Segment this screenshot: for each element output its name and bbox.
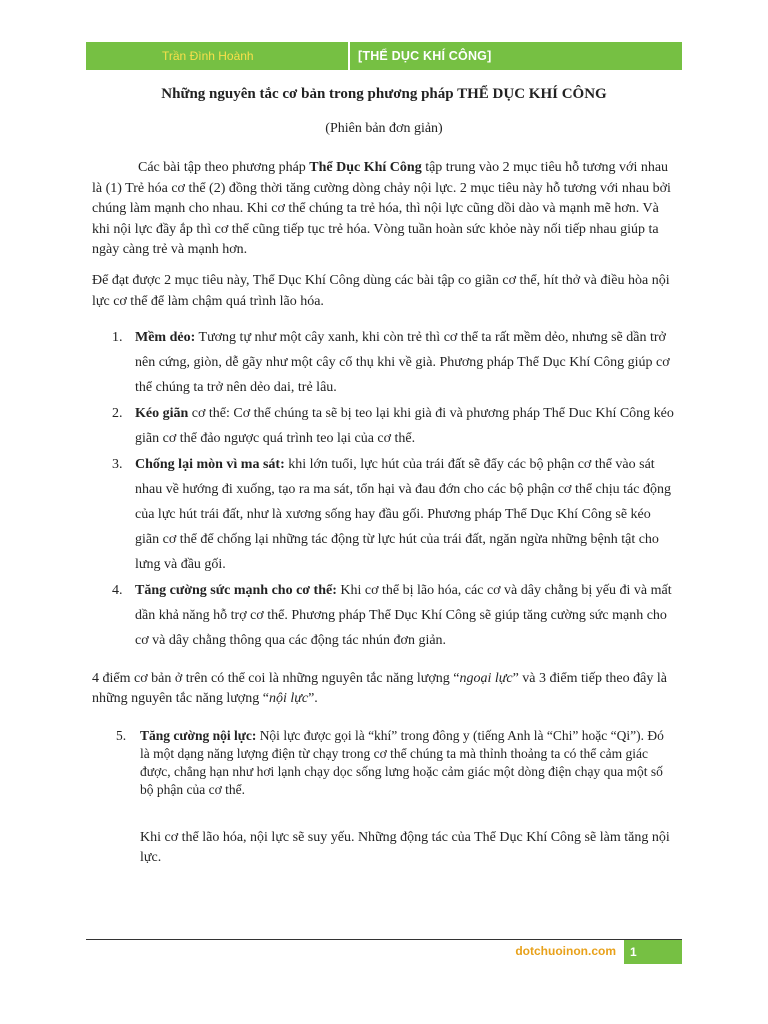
header-author: Trần Đình Hoành [162, 49, 254, 63]
list-item-heading: Mềm dẻo: [135, 330, 196, 345]
list-number: 3. [112, 457, 123, 472]
list-item [112, 325, 678, 400]
list-number: 4. [112, 583, 123, 598]
intro-paragraph: Các bài tập theo phương pháp Thể Dục Khí Công tập trung vào 2 mục tiêu hỗ tương với nhau là (1) Trẻ hóa cơ thể (2) đồng thời tăng cường dòng chảy nội lực. 2 mục tiêu này hỗ tương với nhau bởi chúng làm mạnh cho nhau. Khi cơ thể chúng ta trẻ hóa, thì nội lực cũng dồi dào và mạnh mẽ hơn. Và khi nội lực đầy ắp thì cơ thể cũng tiếp tục trẻ hóa. Vòng tuần hoàn sức khỏe này nối tiếp nhau giúp ta ngày càng trẻ và mạnh hơn. [92, 160, 671, 257]
list-item [112, 452, 678, 577]
list-item-heading: Chống lại mòn vì ma sát: [135, 457, 285, 472]
list-item-text: Khi cơ thể bị lão hóa, các cơ và dây chằng bị yếu đi và mất dần khả năng hỗ trợ cơ thể. Phương pháp Thể Dục Khí Công sẽ giúp tăng cường sức mạnh cho cơ và dây chằng thông qua các động tác nhún đơn giản. [135, 583, 672, 648]
list-item-5 [116, 727, 676, 800]
page-number: 1 [624, 940, 682, 964]
goal-paragraph: Để đạt được 2 mục tiêu này, Thể Dục Khí Công dùng các bài tập co giãn cơ thể, hít thở và điều hòa nội lực cơ thể để làm chậm quá trình lão hóa. [92, 273, 670, 309]
header-title: [THỂ DỤC KHÍ CÔNG] [358, 49, 492, 63]
list-number: 1. [112, 330, 123, 345]
list-item-heading: Kéo giãn [135, 406, 189, 421]
list-item-text: khi lớn tuổi, lực hút của trái đất sẽ đẩy các bộ phận cơ thể vào sát nhau về hướng đi xuống, tạo ra ma sát, tổn hại và đau đớn cho các bộ phận cơ thể chịu tác động của lực hút trái đất, như là xương sống hay đầu gối. Phương pháp Thể Dục Khí Công sẽ kéo giãn cơ thể để chống lại những tác động từ lực hút của trái đất, ngăn ngừa những bệnh tật cho lưng và đầu gối. [135, 457, 671, 572]
list-item [112, 401, 678, 451]
internal-force-term: nội lực [268, 691, 309, 706]
document-title: Những nguyên tắc cơ bản trong phương pháp THỂ DỤC KHÍ CÔNG [161, 86, 607, 102]
list-number: 2. [112, 406, 123, 421]
principles-list [112, 325, 678, 654]
header-divider [348, 42, 350, 70]
list-item-text: Tương tự như một cây xanh, khi còn trẻ thì cơ thể ta rất mềm dẻo, nhưng sẽ dần trở nên cứng, giòn, dễ gãy như một cây cổ thụ khi về già. Phương pháp Thể Dục Khí Công giúp cơ thể chúng ta trở nên dẻo dai, trẻ lâu. [135, 330, 670, 395]
closing-paragraph: Khi cơ thể lão hóa, nội lực sẽ suy yếu. Những động tác của Thể Dục Khí Công sẽ làm tăng nội lực. [140, 830, 670, 865]
method-name: Thể Dục Khí Công [309, 160, 422, 175]
list-item-heading: Tăng cường nội lực: [140, 728, 257, 743]
list-number: 5. [116, 728, 127, 743]
energy-principles-paragraph: 4 điểm cơ bản ở trên có thể coi là những nguyên tắc năng lượng “ngoại lực” và 3 điểm tiếp theo đây là những nguyên tắc năng lượng “nội lực”. [92, 671, 667, 706]
footer-site-link[interactable]: dotchuoinon.com [515, 944, 616, 958]
list-item-heading: Tăng cường sức mạnh cho cơ thể: [135, 583, 337, 598]
list-item [112, 578, 678, 653]
document-subtitle: (Phiên bản đơn giản) [325, 121, 443, 136]
list-item-text: cơ thể: Cơ thể chúng ta sẽ bị teo lại khi già đi và phương pháp Thể Duc Khí Công kéo giãn cơ thể đảo ngược quá trình teo lại của cơ thể. [135, 406, 674, 446]
list-item-text: Nội lực được gọi là “khí” trong đông y (tiếng Anh là “Chi” hoặc “Qi”). Đó là một dạng năng lượng điện từ chạy trong cơ thể chúng ta mà thỉnh thoảng ta có thể cảm giác được, chẳng hạn như hơi lạnh chạy dọc sống lưng hoặc cảm giác một dòng điện chạy qua một số bộ phận của cơ thể. [140, 728, 664, 797]
external-force-term: ngoại lực [459, 671, 513, 686]
footer-divider [86, 939, 682, 940]
page-header [86, 42, 682, 70]
